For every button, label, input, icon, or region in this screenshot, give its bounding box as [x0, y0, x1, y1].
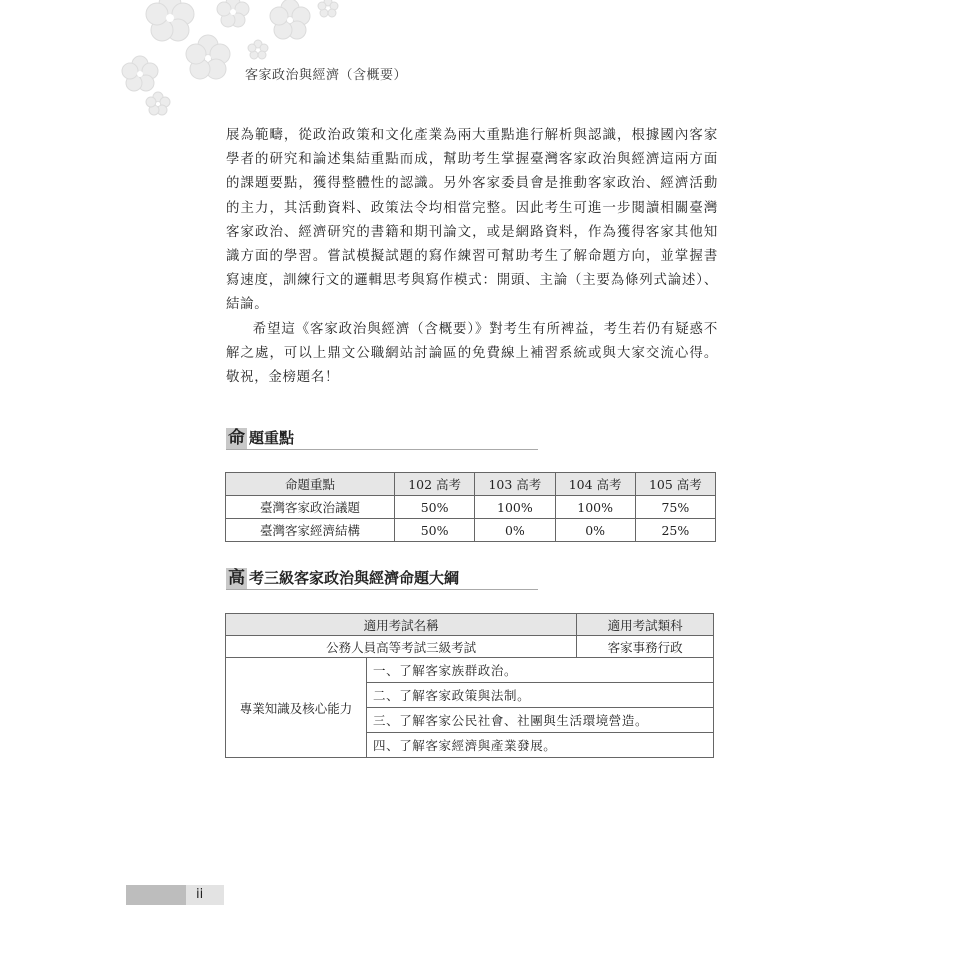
table-row	[226, 496, 716, 519]
exam-name-cell: 公務人員高等考試三級考試	[226, 636, 577, 658]
table-cell: 臺灣客家經濟結構	[226, 519, 395, 542]
table-cell: 75%	[635, 496, 715, 519]
outline-item: 四、了解客家經濟與產業發展。	[367, 733, 714, 758]
heading-highlight-char: 命	[228, 428, 245, 448]
table-cell: 0%	[555, 519, 635, 542]
heading-highlight-char: 高	[228, 568, 245, 588]
row-header-cell: 專業知識及核心能力	[226, 658, 367, 758]
table-cell: 50%	[395, 496, 475, 519]
section-heading-exam-focus	[226, 427, 538, 450]
table-header-cell: 適用考試名稱	[226, 614, 577, 636]
table-cell: 25%	[635, 519, 715, 542]
table-header-cell: 102 高考	[395, 473, 475, 496]
table-cell: 0%	[475, 519, 555, 542]
table-header-cell: 適用考試類科	[577, 614, 714, 636]
table-header-cell: 105 高考	[635, 473, 715, 496]
table-header-row	[226, 473, 716, 496]
cherry-blossom-decoration	[118, 0, 368, 120]
table-header-row	[226, 614, 714, 636]
table-header-cell: 104 高考	[555, 473, 635, 496]
table-cell: 50%	[395, 519, 475, 542]
footer-bar	[126, 885, 186, 905]
table-header-cell: 103 高考	[475, 473, 555, 496]
table-cell: 100%	[475, 496, 555, 519]
table-cell: 臺灣客家政治議題	[226, 496, 395, 519]
page-number: ii	[186, 885, 224, 905]
table-row	[226, 519, 716, 542]
exam-outline-table	[225, 613, 714, 758]
table-row	[226, 636, 714, 658]
body-text	[226, 124, 718, 390]
outline-item: 三、了解客家公民社會、社團與生活環境營造。	[367, 708, 714, 733]
exam-focus-table	[225, 472, 716, 542]
table-header-cell: 命題重點	[226, 473, 395, 496]
heading-text: 題重點	[249, 429, 295, 447]
table-row	[226, 658, 714, 683]
paragraph: 希望這《客家政治與經濟（含概要）》對考生有所裨益，考生若仍有疑惑不解之處，可以上鼎文公職網站討論區的免費線上補習系統或與大家交流心得。敬祝，金榜題名！	[226, 321, 718, 386]
heading-text: 考三級客家政治與經濟命題大綱	[249, 569, 460, 587]
running-title: 客家政治與經濟（含概要）	[245, 68, 408, 83]
section-heading-exam-outline	[226, 567, 538, 590]
paragraph: 展為範疇，從政治政策和文化產業為兩大重點進行解析與認識，根據國內客家學者的研究和論述集結重點而成，幫助考生掌握臺灣客家政治與經濟這兩方面的課題要點，獲得整體性的認識。另外客家委員會是推動客家政治、經濟活動的主力，其活動資料、政策法令均相當完整。因此考生可進一步閱讀相關臺灣客家政治、經濟研究的書籍和期刊論文，或是網路資料，作為獲得客家其他知識方面的學習。嘗試模擬試題的寫作練習可幫助考生了解命題方向，並掌握書寫速度，訓練行文的邏輯思考與寫作模式：開頭、主論（主要為條列式論述）、結論。	[226, 128, 718, 313]
table-cell: 100%	[555, 496, 635, 519]
exam-category-cell: 客家事務行政	[577, 636, 714, 658]
outline-item: 一、了解客家族群政治。	[367, 658, 714, 683]
outline-item: 二、了解客家政策與法制。	[367, 683, 714, 708]
